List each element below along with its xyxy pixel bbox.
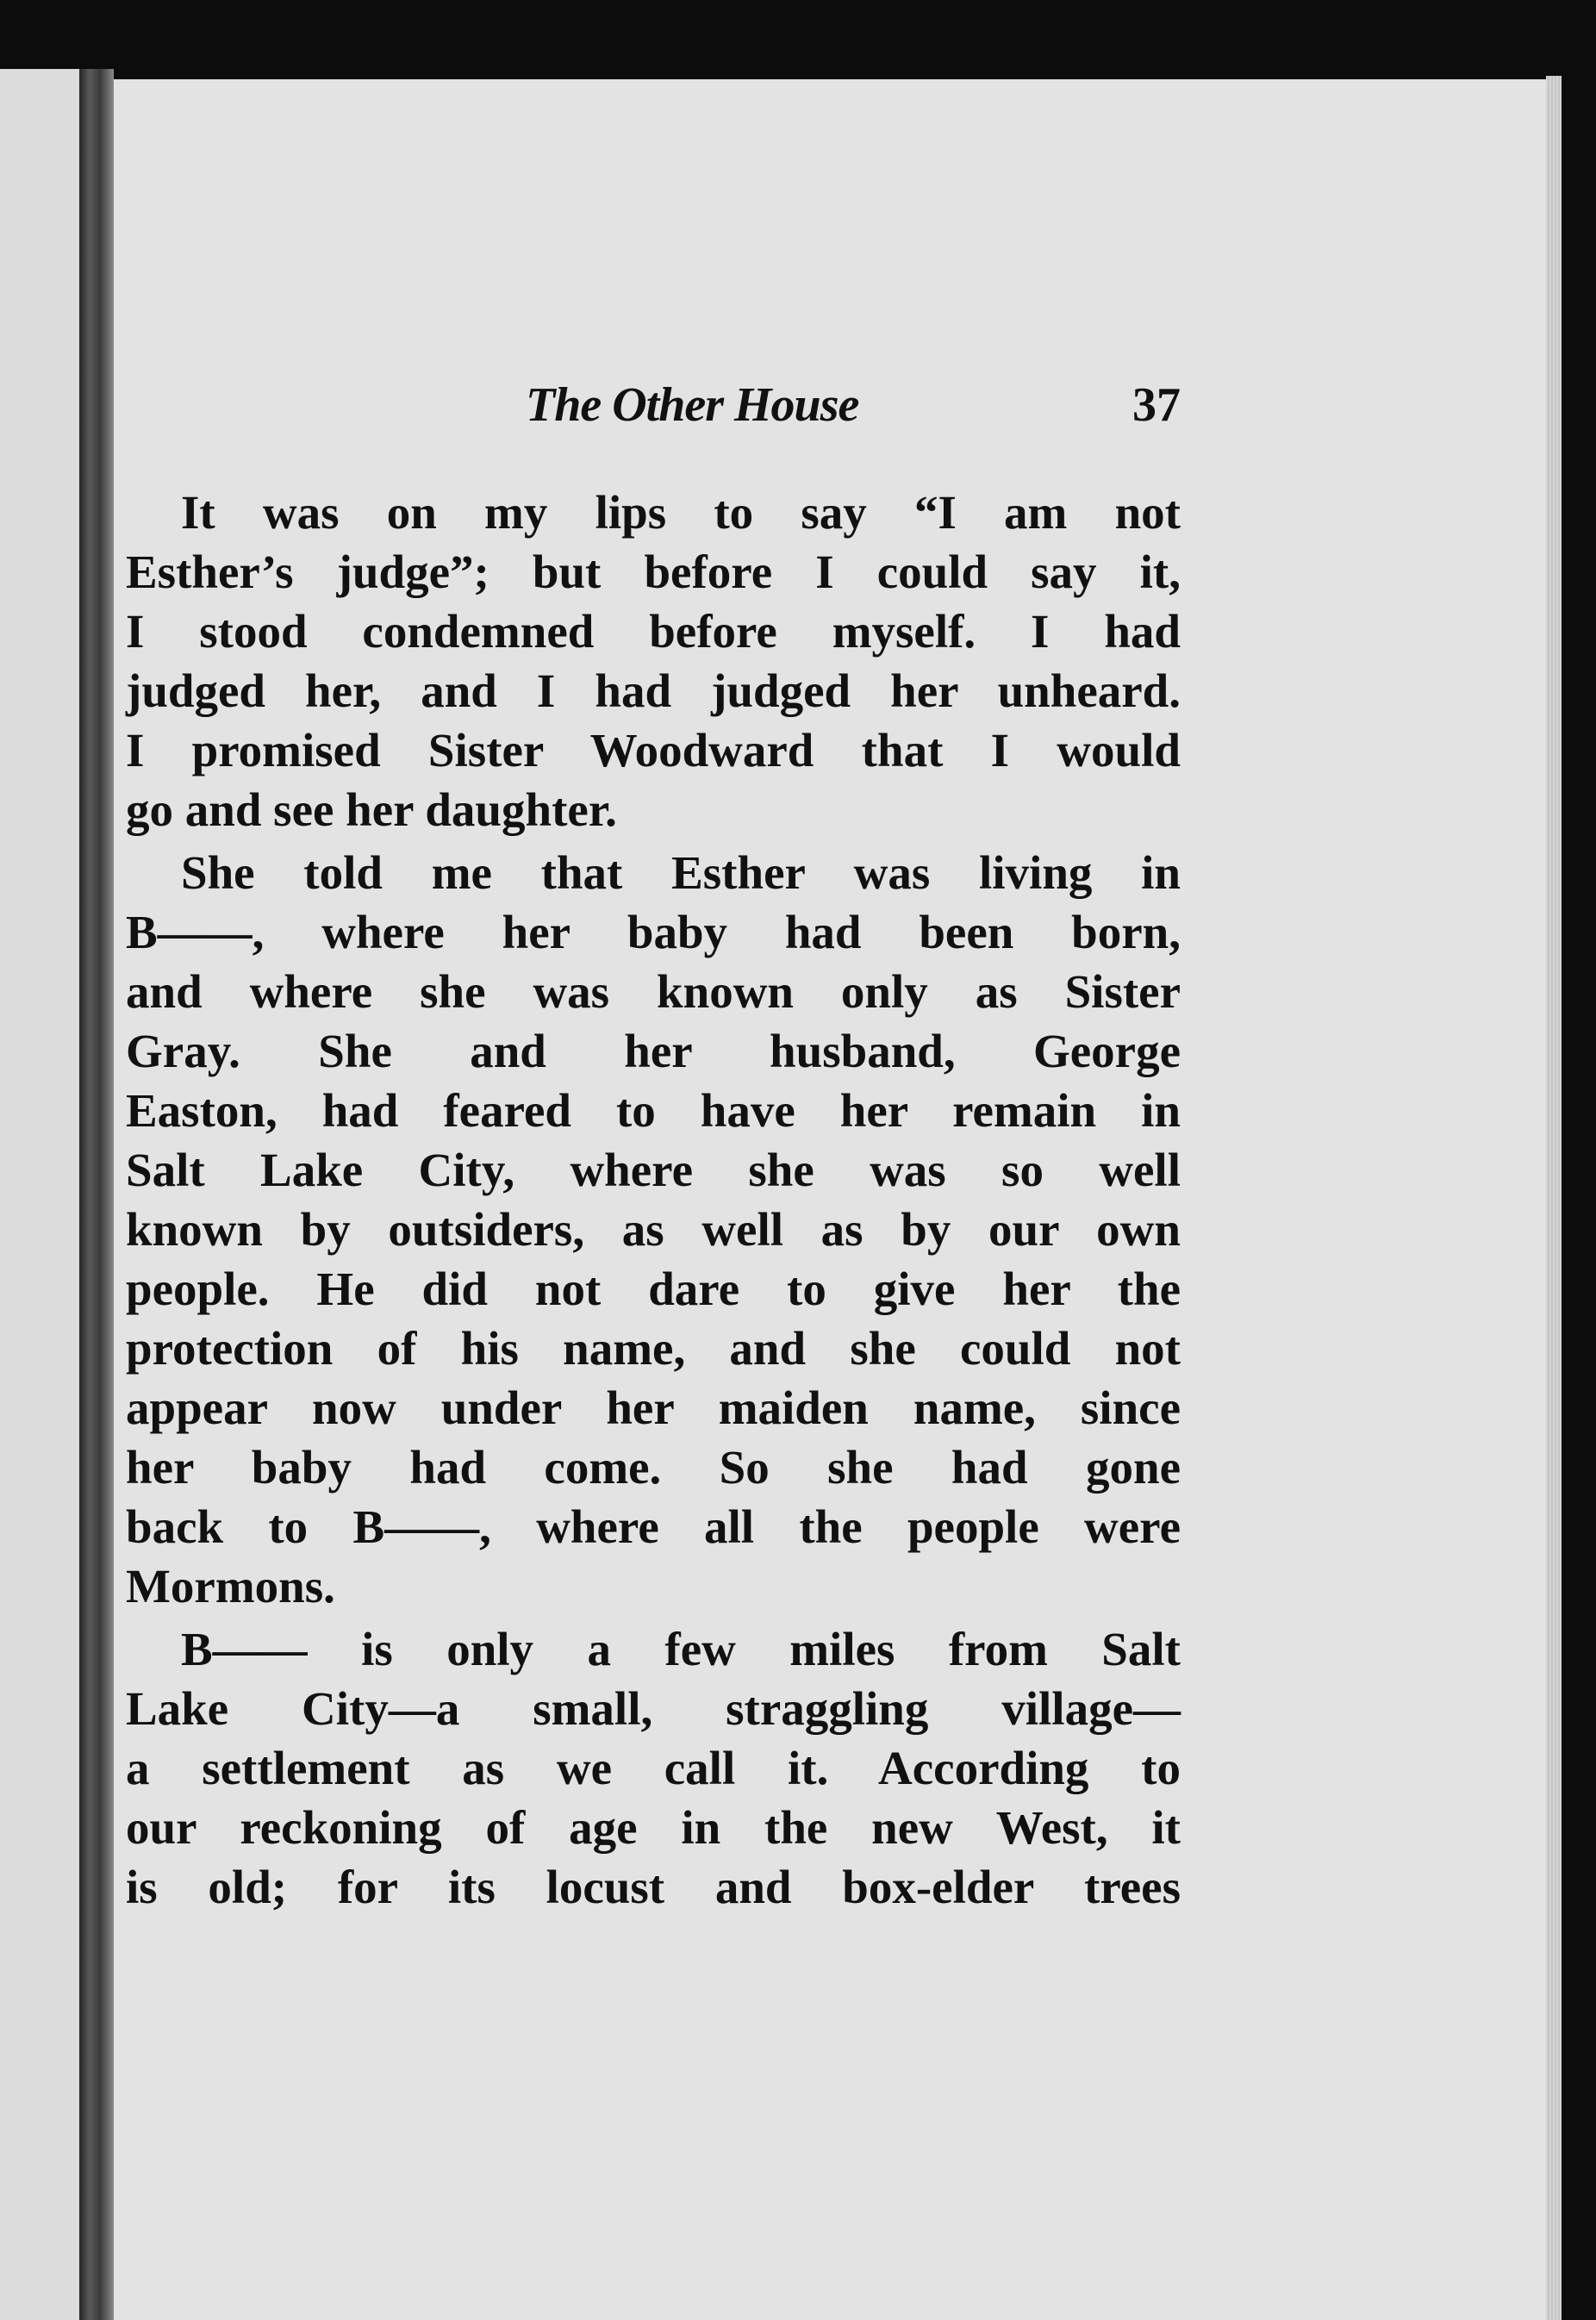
text-block: [126, 362, 1181, 1917]
text-line: judged her, and I had judged her unheard.: [126, 664, 1181, 717]
text-line: B—— is only a few miles from Salt: [181, 1623, 1181, 1675]
text-line: back to B——, where all the people were: [126, 1500, 1181, 1553]
text-line: known by outsiders, as well as by our own: [126, 1203, 1181, 1256]
body-text: [126, 483, 1181, 1917]
book-gutter: [79, 69, 114, 2320]
paragraph: [126, 1619, 1181, 1917]
text-line: and where she was known only as Sister: [126, 965, 1181, 1018]
text-line: appear now under her maiden name, since: [126, 1381, 1181, 1434]
text-line: Gray. She and her husband, George: [126, 1025, 1181, 1077]
running-head: [126, 362, 1181, 440]
text-line: our reckoning of age in the new West, it: [126, 1801, 1181, 1854]
text-line: her baby had come. So she had gone: [126, 1441, 1181, 1494]
text-line: Esther’s judge”; but before I could say it,: [126, 546, 1181, 598]
text-line: a settlement as we call it. According to: [126, 1742, 1181, 1794]
text-line: Salt Lake City, where she was so well: [126, 1144, 1181, 1196]
running-title: The Other House: [526, 378, 859, 432]
page-edge-stack: [1546, 76, 1562, 2320]
text-line: protection of his name, and she could not: [126, 1322, 1181, 1375]
text-line: B——, where her baby had been born,: [126, 906, 1181, 958]
page-number: 37: [1132, 378, 1181, 432]
paragraph: [126, 483, 1181, 839]
text-line: I promised Sister Woodward that I would: [126, 724, 1181, 776]
text-line: go and see her daughter.: [126, 783, 617, 836]
text-line: She told me that Esther was living in: [181, 846, 1181, 899]
paragraph: [126, 843, 1181, 1616]
text-line: Mormons.: [126, 1560, 335, 1612]
text-line: Easton, had feared to have her remain in: [126, 1084, 1181, 1137]
text-line: It was on my lips to say “I am not: [181, 486, 1181, 539]
text-line: is old; for its locust and box-elder trees: [126, 1861, 1181, 1913]
text-line: I stood condemned before myself. I had: [126, 605, 1181, 658]
text-line: Lake City—a small, straggling village—: [126, 1682, 1181, 1735]
text-line: people. He did not dare to give her the: [126, 1263, 1181, 1315]
facing-page-edge: [0, 69, 79, 2320]
